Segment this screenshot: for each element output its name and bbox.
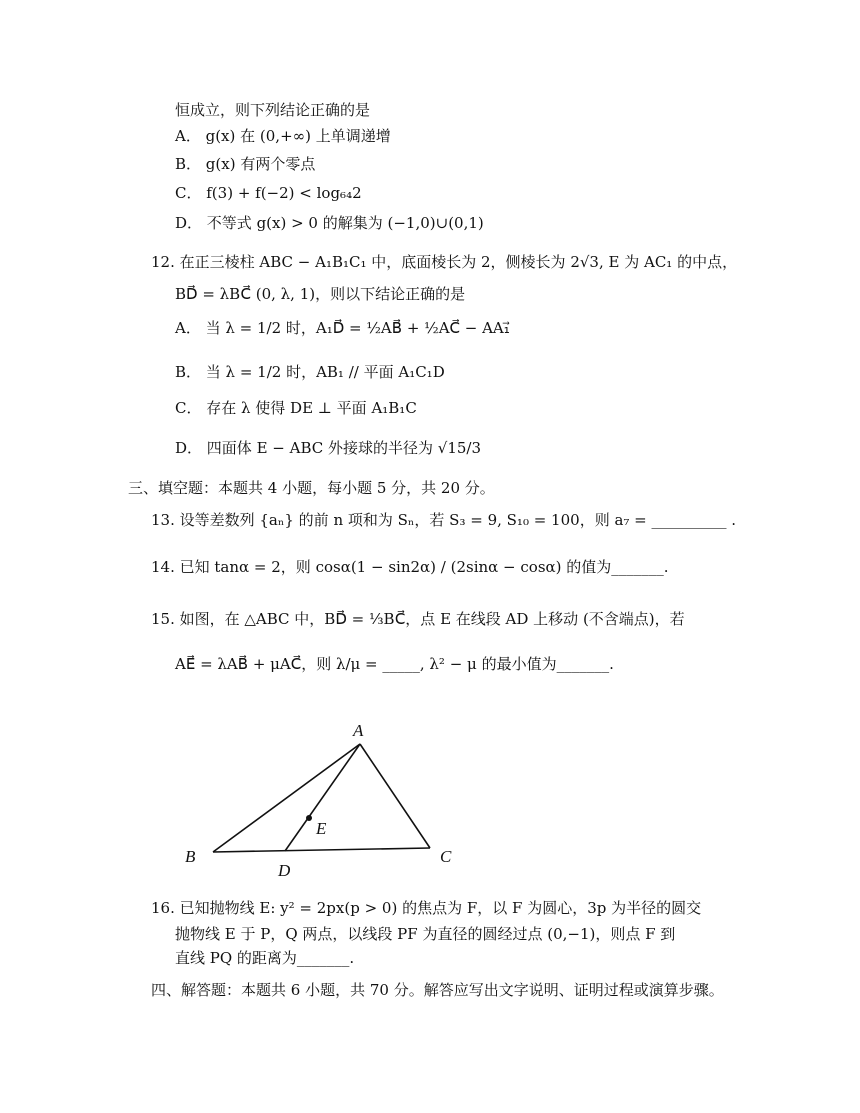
label-c: C: [440, 847, 452, 866]
q11-option-c: C． f(3) + f(−2) < log₆₄2: [175, 184, 362, 202]
q11-option-b: B． g(x) 有两个零点: [175, 155, 316, 173]
q15-stem-2: AE⃗ = λAB⃗ + μAC⃗，则 λ/μ = _____, λ² − μ 的最小值为_______.: [175, 655, 614, 673]
point-e-dot: [306, 815, 312, 821]
q12-option-c: C． 存在 λ 使得 DE ⊥ 平面 A₁B₁C: [175, 399, 417, 417]
q13: 13. 设等差数列 {aₙ} 的前 n 项和为 Sₙ，若 S₃ = 9, S₁₀ = 100，则 a₇ = __________ .: [151, 511, 737, 529]
q15-stem-1: 15. 如图，在 △ABC 中，BD⃗ = ⅓BC⃗，点 E 在线段 AD 上移动 (不含端点)，若: [151, 610, 685, 628]
q12-option-d: D． 四面体 E − ABC 外接球的半径为 √15/3: [175, 439, 482, 457]
q12-stem-2: BD⃗ = λBC⃗ (0, λ, 1)，则以下结论正确的是: [175, 285, 466, 303]
segment-ac: [360, 744, 430, 848]
label-d: D: [278, 861, 291, 880]
label-b: B: [185, 847, 196, 866]
section-three-heading: 三、填空题：本题共 4 小题，每小题 5 分，共 20 分。: [128, 479, 495, 497]
label-e: E: [316, 819, 327, 838]
q16-stem-2: 抛物线 E 于 P，Q 两点，以线段 PF 为直径的圆经过点 (0,−1)，则点 F 到: [175, 925, 676, 943]
triangle-figure: [175, 712, 475, 882]
q12-option-b: B． 当 λ = 1/2 时，AB₁ // 平面 A₁C₁D: [175, 363, 445, 381]
q16-stem-1: 16. 已知抛物线 E: y² = 2px(p > 0) 的焦点为 F，以 F 为圆心，3p 为半径的圆交: [151, 899, 702, 917]
q14: 14. 已知 tanα = 2，则 cosα(1 − sin2α) / (2sinα − cosα) 的值为_______.: [151, 558, 669, 576]
segment-bc: [213, 848, 430, 852]
segment-ab: [213, 744, 360, 852]
q12-option-a: A． 当 λ = 1/2 时，A₁D⃗ = ½AB⃗ + ½AC⃗ − AA₁⃗: [175, 319, 510, 337]
q11-intro: 恒成立，则下列结论正确的是: [175, 101, 371, 119]
section-four-heading: 四、解答题：本题共 6 小题，共 70 分。解答应写出文字说明、证明过程或演算步骤。: [151, 981, 724, 999]
q11-option-d: D． 不等式 g(x) > 0 的解集为 (−1,0)∪(0,1): [175, 214, 484, 232]
q12-stem-1: 12. 在正三棱柱 ABC − A₁B₁C₁ 中，底面棱长为 2，侧棱长为 2√3, E 为 AC₁ 的中点，: [151, 253, 738, 271]
q16-stem-3: 直线 PQ 的距离为_______.: [175, 949, 355, 967]
label-a: A: [353, 721, 364, 740]
q11-option-a: A． g(x) 在 (0,+∞) 上单调递增: [175, 127, 391, 145]
